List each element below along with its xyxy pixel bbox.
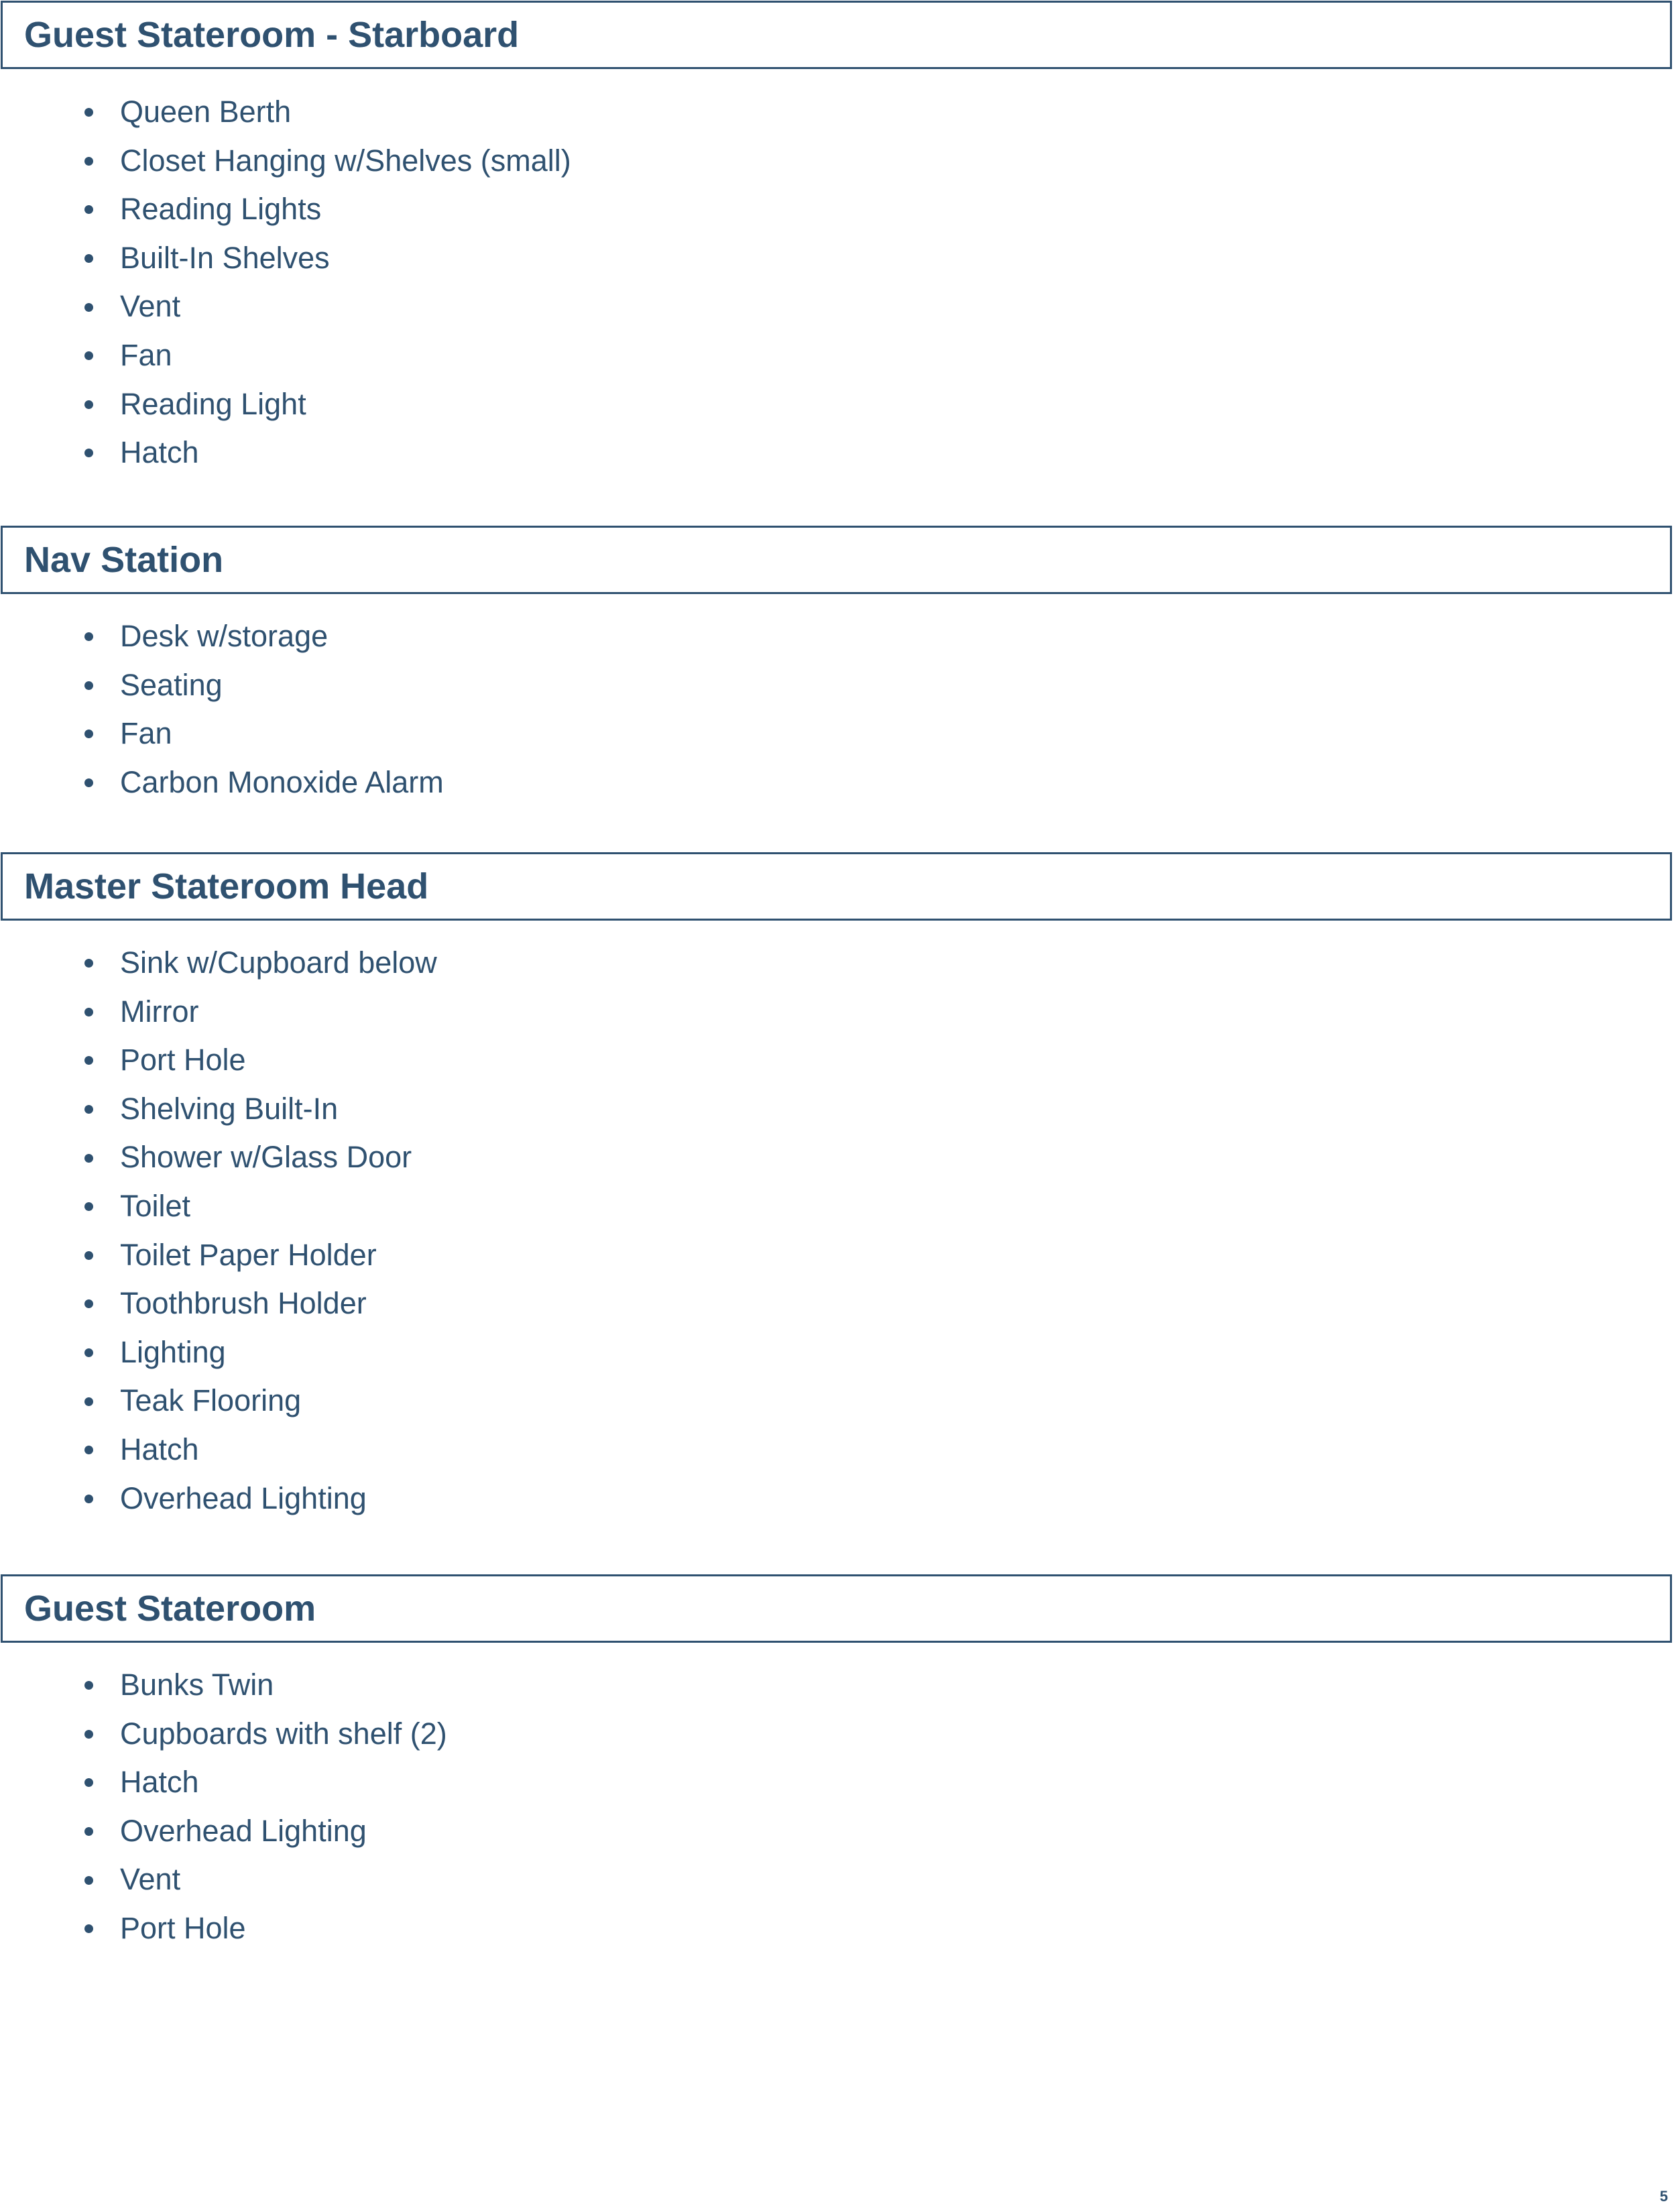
- section-title: Master Stateroom Head: [24, 866, 429, 907]
- bullet-icon: [84, 400, 93, 409]
- bullet-icon: [84, 1681, 93, 1690]
- item-label: Hatch: [120, 1765, 199, 1800]
- section-header-guest-stateroom-starboard: [1, 1, 1672, 69]
- item-label: Closet Hanging w/Shelves (small): [120, 143, 571, 178]
- item-label: Toilet Paper Holder: [120, 1237, 377, 1272]
- section-header-master-stateroom-head: [1, 852, 1672, 921]
- item-label: Carbon Monoxide Alarm: [120, 764, 444, 799]
- item-label: Vent: [120, 1862, 181, 1897]
- section-title: Nav Station: [24, 540, 224, 580]
- item-label: Port Hole: [120, 1910, 246, 1945]
- bullet-icon: [84, 303, 93, 312]
- item-label: Seating: [120, 667, 223, 702]
- section-header-nav-station: [1, 526, 1672, 594]
- bullet-icon: [84, 959, 93, 968]
- bullet-icon: [84, 778, 93, 787]
- item-label: Teak Flooring: [120, 1383, 302, 1418]
- bullet-icon: [84, 1154, 93, 1163]
- item-label: Desk w/storage: [120, 619, 328, 653]
- section-header-guest-stateroom: [1, 1574, 1672, 1643]
- bullet-icon: [84, 1924, 93, 1933]
- section-title: Guest Stateroom - Starboard: [24, 15, 520, 55]
- item-label: Hatch: [120, 435, 199, 470]
- item-label: Mirror: [120, 994, 199, 1029]
- bullet-icon: [84, 157, 93, 166]
- bullet-icon: [84, 1008, 93, 1016]
- item-label: Lighting: [120, 1334, 226, 1369]
- bullet-icon: [84, 1827, 93, 1836]
- bullet-icon: [84, 449, 93, 457]
- bullet-icon: [84, 1876, 93, 1885]
- bullet-icon: [84, 681, 93, 690]
- bullet-icon: [84, 108, 93, 117]
- page-number: 5: [1659, 2188, 1668, 2205]
- bullet-icon: [84, 1299, 93, 1308]
- bullet-icon: [84, 1495, 93, 1503]
- item-label: Bunks Twin: [120, 1668, 274, 1702]
- bullet-icon: [84, 254, 93, 263]
- item-label: Shelving Built-In: [120, 1091, 339, 1126]
- item-label: Toilet: [120, 1188, 191, 1223]
- item-label: Shower w/Glass Door: [120, 1140, 412, 1175]
- bullet-icon: [84, 1056, 93, 1065]
- bullet-icon: [84, 1251, 93, 1260]
- section-title: Guest Stateroom: [24, 1588, 316, 1629]
- bullet-icon: [84, 351, 93, 360]
- bullet-icon: [84, 730, 93, 738]
- item-label: Port Hole: [120, 1043, 246, 1078]
- item-label: Toothbrush Holder: [120, 1286, 367, 1321]
- item-label: Overhead Lighting: [120, 1813, 367, 1848]
- bullet-icon: [84, 1446, 93, 1454]
- bullet-icon: [84, 632, 93, 641]
- item-label: Fan: [120, 337, 172, 372]
- item-label: Cupboards with shelf (2): [120, 1716, 447, 1751]
- item-label: Vent: [120, 289, 181, 324]
- item-label: Fan: [120, 716, 172, 751]
- item-label: Reading Light: [120, 386, 306, 421]
- item-label: Queen Berth: [120, 95, 292, 129]
- bullet-icon: [84, 1778, 93, 1787]
- item-label: Reading Lights: [120, 192, 322, 227]
- item-label: Sink w/Cupboard below: [120, 945, 437, 980]
- bullet-icon: [84, 1730, 93, 1739]
- item-label: Built-In Shelves: [120, 240, 330, 275]
- item-label: Overhead Lighting: [120, 1480, 367, 1515]
- item-label: Hatch: [120, 1432, 199, 1466]
- bullet-icon: [84, 1397, 93, 1406]
- bullet-icon: [84, 1348, 93, 1357]
- bullet-icon: [84, 1105, 93, 1114]
- bullet-icon: [84, 1202, 93, 1211]
- bullet-icon: [84, 205, 93, 214]
